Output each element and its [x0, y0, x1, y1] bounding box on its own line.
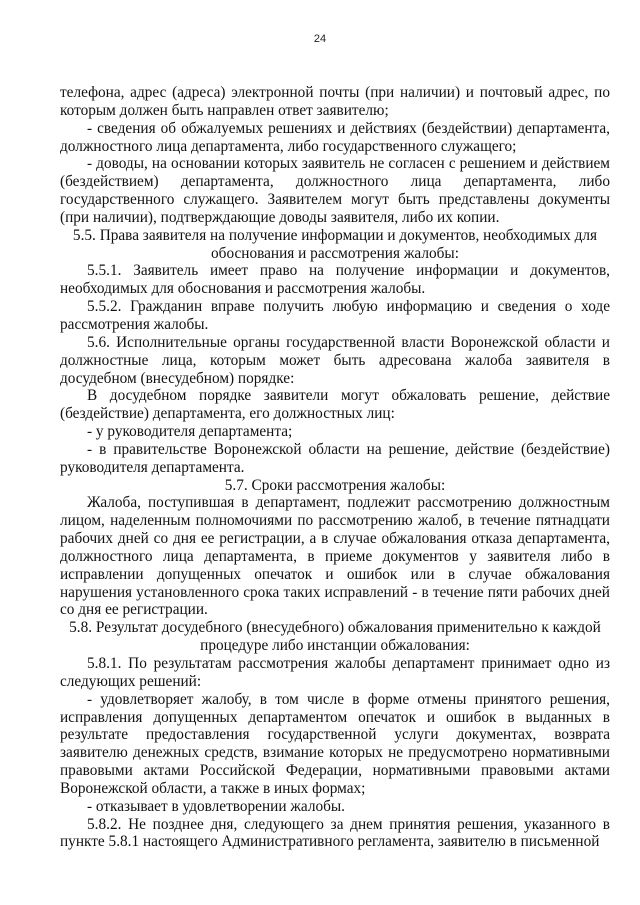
- document-body: [60, 84, 610, 851]
- paragraph-5-5-1: 5.5.1. Заявитель имеет право на получение информации и документов, необходимых для обоснования и рассмотрения жалобы.: [60, 262, 610, 298]
- list-item-regional-government: - в правительстве Воронежской области на решение, действие (бездействие) руководителя департамента.: [60, 440, 610, 476]
- paragraph-review-terms: Жалоба, поступившая в департамент, подлежит рассмотрению должностным лицом, наделенным полномочиями по рассмотрению жалоб, в течение пятнадцати рабочих дней со дня ее регистрации, а в случае обжалования отказа департамента, должностного лица департамента, в приеме документов у заявителя либо в исправлении допущенных опечаток и ошибок или в случае обжалования нарушения установленного срока таких исправлений - в течение пяти рабочих дней со дня ее регистрации.: [60, 494, 610, 619]
- heading-5-8: 5.8. Результат досудебного (внесудебного) обжалования применительно к каждой процедуре либо инстанции обжалования:: [69, 619, 601, 655]
- paragraph-appealed-decisions: - сведения об обжалуемых решениях и действиях (бездействии) департамента, должностного лица департамента, либо государственного служащего;: [60, 119, 610, 155]
- paragraph-5-5-2: 5.5.2. Гражданин вправе получить любую информацию и сведения о ходе рассмотрения жалобы.: [60, 298, 610, 333]
- page-number: 24: [313, 33, 327, 45]
- paragraph-arguments: - доводы, на основании которых заявитель не согласен с решением и действием (бездействием) департамента, должностного лица департамента, либо государственного служащего. Заявителем могут быть представлены документы (при наличии), подтверждающие доводы заявителя, либо их копии.: [60, 155, 610, 226]
- paragraph-pretrial-order: В досудебном порядке заявители могут обжаловать решение, действие (бездействие) департамента, его должностных лиц:: [60, 387, 610, 423]
- heading-5-5: 5.5. Права заявителя на получение информации и документов, необходимых для обоснования и рассмотрения жалобы:: [72, 226, 598, 262]
- list-item-satisfies-complaint: - удовлетворяет жалобу, в том числе в форме отмены принятого решения, исправления допущенных департаментом опечаток и ошибок в выданных в результате предоставления государственной услуги документах, возврата заявителю денежных средств, взимание которых не предусмотрено нормативными правовыми актами Российской Федерации, нормативными правовыми актами Воронежской области, а также в иных формах;: [60, 690, 610, 797]
- list-item-rejects-complaint: - отказывает в удовлетворении жалобы.: [87, 797, 346, 815]
- paragraph-5-6: 5.6. Исполнительные органы государственной власти Воронежской области и должностные лица, которым может быть адресована жалоба заявителя в досудебном (внесудебном) порядке:: [60, 333, 610, 387]
- heading-5-7: 5.7. Сроки рассмотрения жалобы:: [224, 476, 446, 494]
- paragraph-5-8-1: 5.8.1. По результатам рассмотрения жалобы департамент принимает одно из следующих решений:: [60, 655, 610, 690]
- paragraph-5-8-2: 5.8.2. Не позднее дня, следующего за днем принятия решения, указанного в пункте 5.8.1 настоящего Административного регламента, заявителю в письменной: [60, 815, 610, 851]
- list-item-head-of-department: - у руководителя департамента;: [87, 423, 293, 441]
- paragraph-contact-details: телефона, адрес (адреса) электронной почты (при наличии) и почтовый адрес, по которым должен быть направлен ответ заявителю;: [60, 84, 610, 119]
